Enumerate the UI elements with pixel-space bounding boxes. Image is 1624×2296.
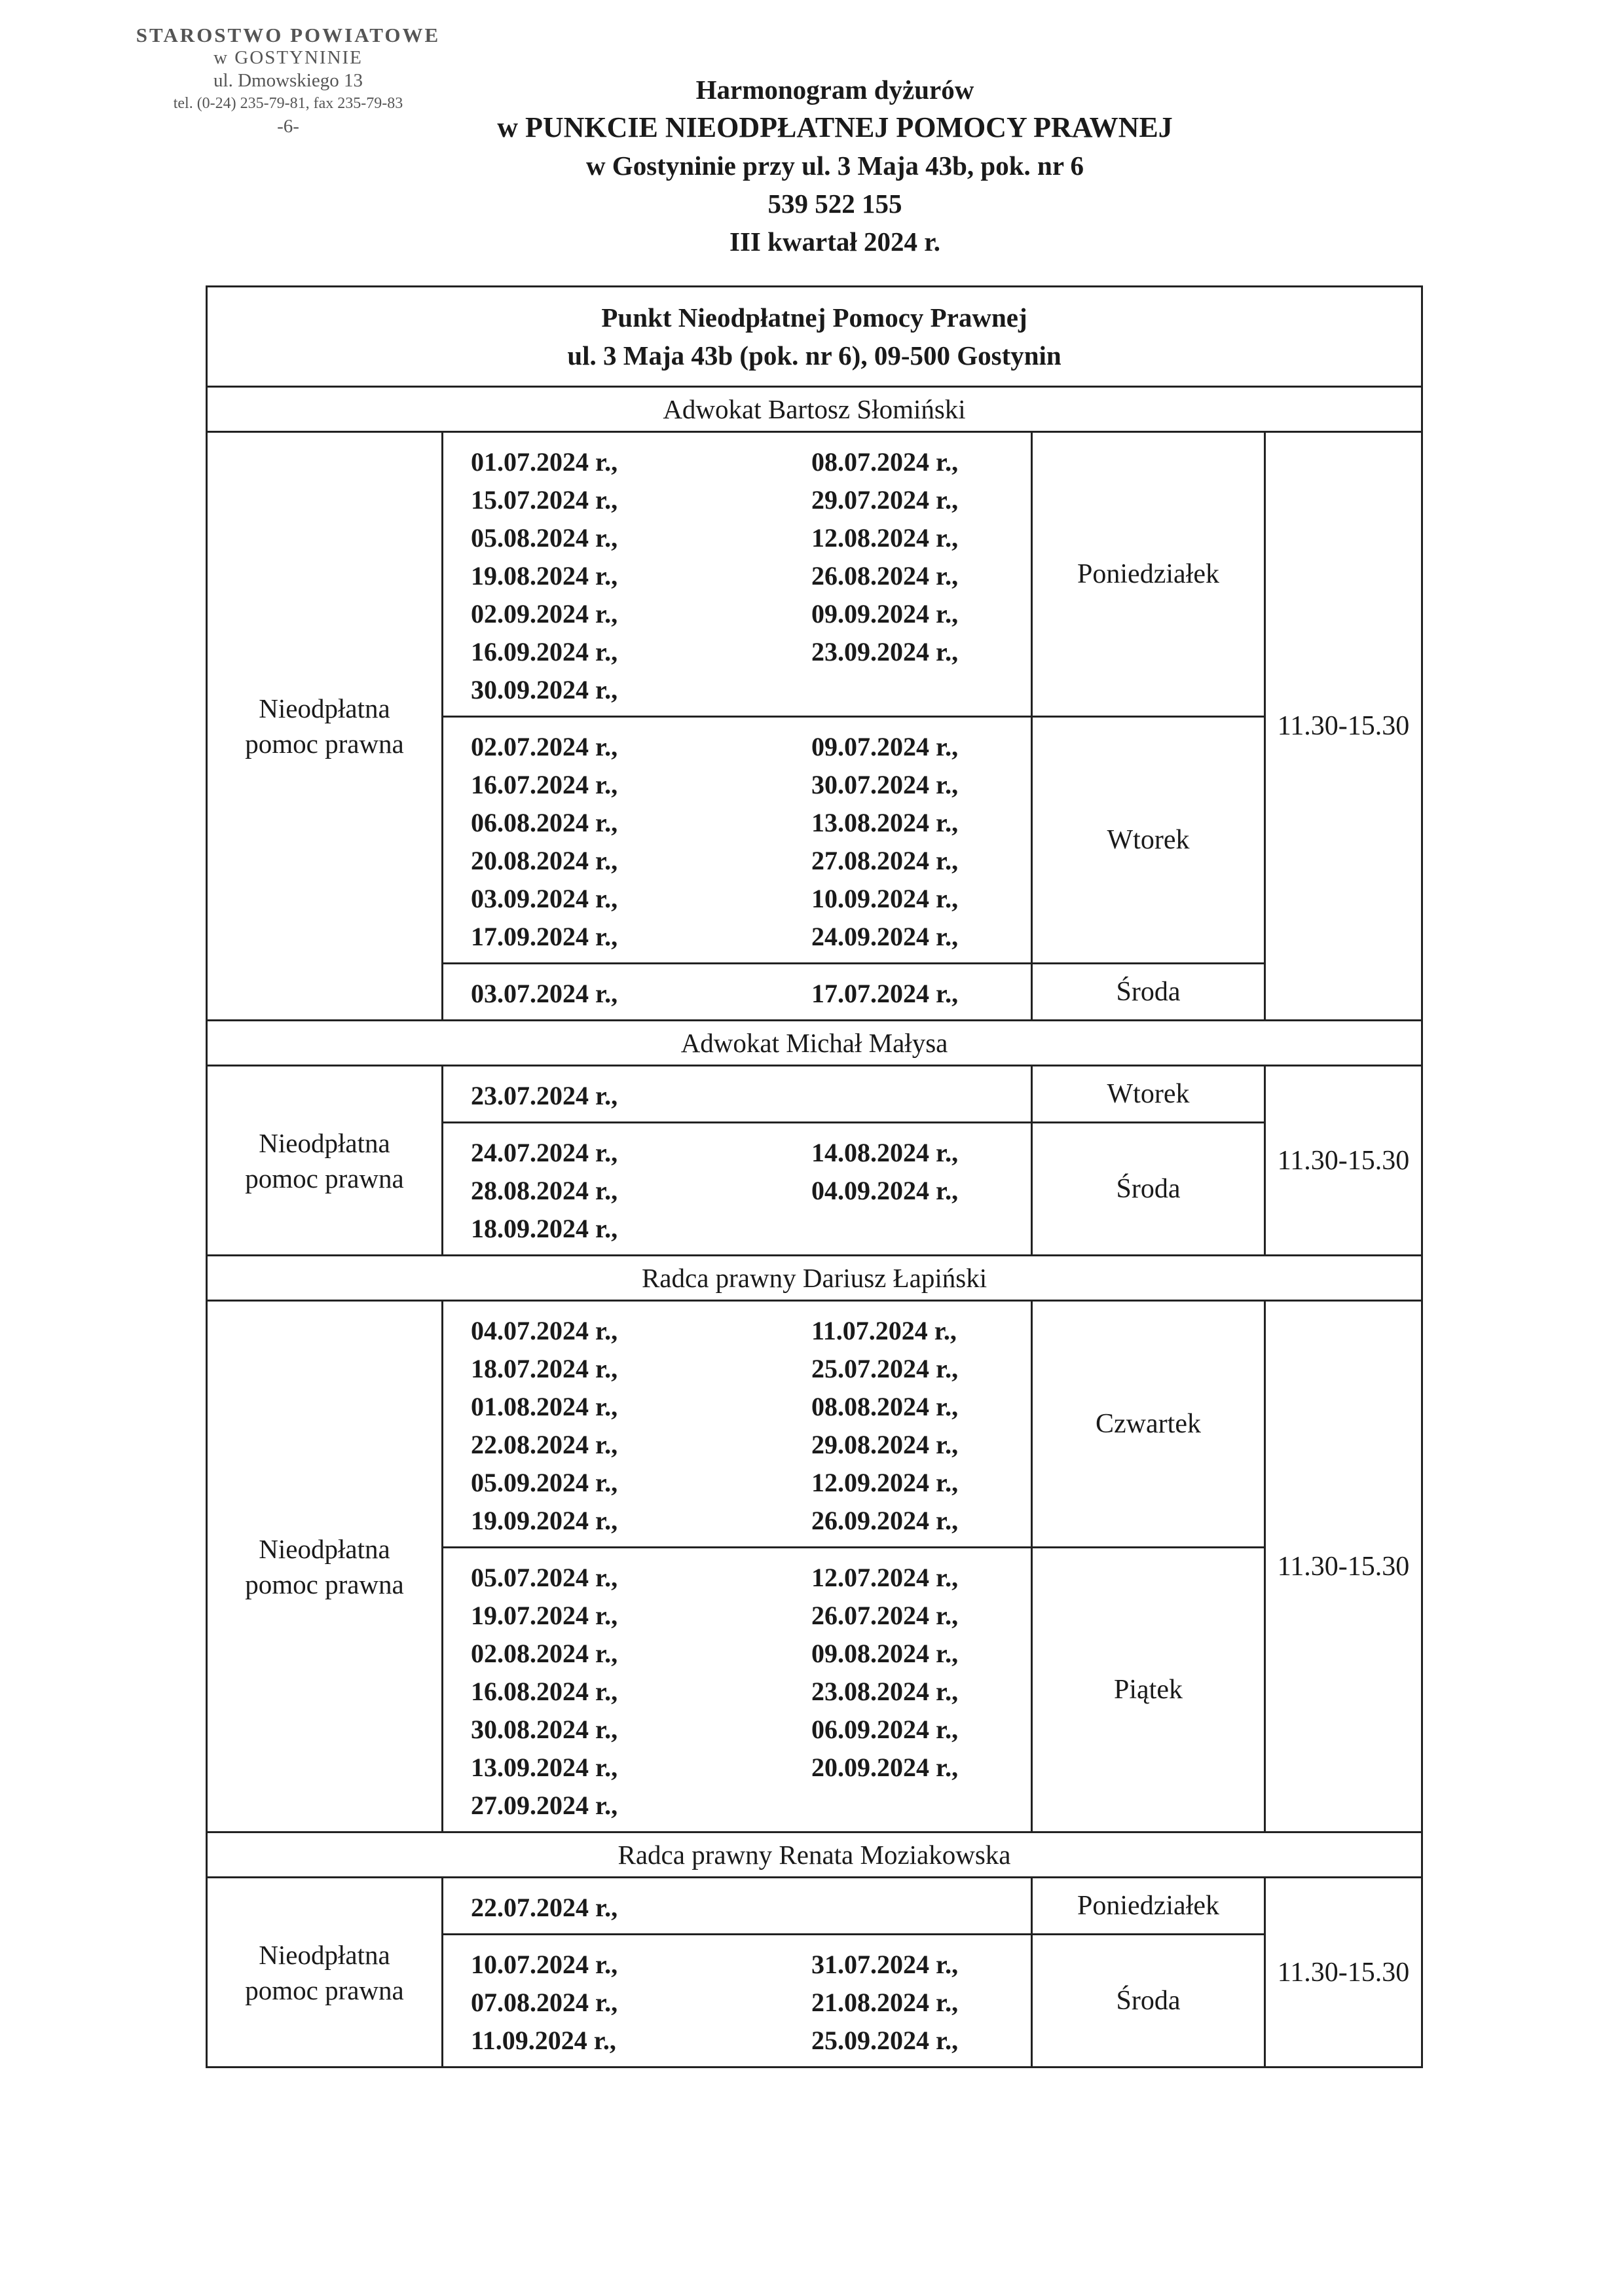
dates-list: [471, 1312, 1024, 1540]
date-entry: 23.07.2024 r.,: [471, 1081, 618, 1110]
hours: 11.30-15.30: [1265, 432, 1422, 1021]
date-entry: 30.07.2024 r.,: [811, 770, 959, 799]
date-entry: 10.07.2024 r.,: [471, 1950, 618, 1979]
document-header: [393, 71, 1277, 261]
dates-cell: [443, 1123, 1032, 1256]
dates-list: [471, 975, 1024, 1013]
stamp-line-1: STAROSTWO POWIATOWE: [136, 24, 441, 46]
date-entry: 23.09.2024 r.,: [811, 637, 959, 666]
date-entry: 16.07.2024 r.,: [471, 770, 618, 799]
dates-cell: [443, 432, 1032, 717]
date-entry: 19.09.2024 r.,: [471, 1506, 618, 1535]
lawyer-name: Radca prawny Dariusz Łapiński: [207, 1256, 1422, 1301]
point-name: Punkt Nieodpłatnej Pomocy Prawnej: [601, 302, 1027, 333]
header-title: Harmonogram dyżurów: [695, 75, 974, 105]
date-entry: 17.09.2024 r.,: [471, 922, 618, 951]
dates-cell: [443, 717, 1032, 964]
date-entry: 06.09.2024 r.,: [811, 1715, 959, 1744]
date-entry: 28.08.2024 r.,: [471, 1176, 618, 1205]
schedule-row: [207, 1878, 1422, 1935]
date-entry: 04.09.2024 r.,: [811, 1176, 959, 1205]
stamp-line-2: w GOSTYNINIE: [213, 47, 363, 68]
date-entry: 23.08.2024 r.,: [811, 1677, 959, 1706]
date-entry: 12.09.2024 r.,: [811, 1468, 959, 1497]
date-entry: 24.07.2024 r.,: [471, 1138, 618, 1167]
date-entry: 26.09.2024 r.,: [811, 1506, 959, 1535]
date-entry: 08.08.2024 r.,: [811, 1392, 959, 1421]
dates-list: [471, 728, 1024, 956]
date-entry: 12.07.2024 r.,: [811, 1563, 959, 1592]
date-entry: 20.09.2024 r.,: [811, 1753, 959, 1782]
header-quarter: III kwartał 2024 r.: [729, 227, 940, 257]
lawyer-name: Radca prawny Renata Moziakowska: [207, 1832, 1422, 1878]
date-entry: 27.08.2024 r.,: [811, 846, 959, 875]
help-type-line-1: Nieodpłatna: [259, 1939, 390, 1970]
schedule-table-body: [207, 287, 1422, 2068]
date-entry: 22.07.2024 r.,: [471, 1893, 618, 1922]
stamp-line-5: -6-: [277, 116, 299, 137]
hours: 11.30-15.30: [1265, 1301, 1422, 1832]
date-entry: 02.07.2024 r.,: [471, 732, 618, 761]
date-entry: 07.08.2024 r.,: [471, 1988, 618, 2017]
lawyer-row: [207, 387, 1422, 432]
weekday: Wtorek: [1032, 717, 1265, 964]
help-type: [207, 1878, 443, 2068]
date-entry: 19.07.2024 r.,: [471, 1601, 618, 1630]
help-type-line-1: Nieodpłatna: [259, 1127, 390, 1158]
date-entry: 30.08.2024 r.,: [471, 1715, 618, 1744]
date-entry: 04.07.2024 r.,: [471, 1316, 618, 1345]
date-entry: 25.07.2024 r.,: [811, 1354, 959, 1383]
dates-list: [471, 1559, 1024, 1825]
date-entry: 16.09.2024 r.,: [471, 637, 618, 666]
point-address: ul. 3 Maja 43b (pok. nr 6), 09-500 Gostynin: [567, 340, 1061, 371]
stamp-line-3: ul. Dmowskiego 13: [213, 70, 363, 91]
weekday: Wtorek: [1032, 1066, 1265, 1123]
dates-list: [471, 443, 1024, 709]
schedule-row: [207, 1301, 1422, 1548]
date-entry: 21.08.2024 r.,: [811, 1988, 959, 2017]
date-entry: 10.09.2024 r.,: [811, 884, 959, 913]
lawyer-row: [207, 1256, 1422, 1301]
lawyer-row: [207, 1832, 1422, 1878]
dates-cell: [443, 964, 1032, 1021]
date-entry: 22.08.2024 r.,: [471, 1430, 618, 1459]
weekday: Poniedziałek: [1032, 432, 1265, 717]
dates-list: [471, 1946, 1024, 2060]
dates-list: [471, 1134, 1024, 1248]
point-cell: [207, 287, 1422, 387]
date-entry: 08.07.2024 r.,: [811, 447, 959, 477]
weekday: Środa: [1032, 964, 1265, 1021]
dates-cell: [443, 1548, 1032, 1832]
date-entry: 30.09.2024 r.,: [471, 675, 618, 704]
stamp-line-4: tel. (0-24) 235-79-81, fax 235-79-83: [173, 95, 403, 112]
date-entry: 24.09.2024 r.,: [811, 922, 959, 951]
help-type: [207, 1066, 443, 1256]
weekday: Środa: [1032, 1935, 1265, 2068]
header-subtitle: w PUNKCIE NIEODPŁATNEJ POMOCY PRAWNEJ: [497, 111, 1173, 143]
help-type: [207, 432, 443, 1021]
weekday: Piątek: [1032, 1548, 1265, 1832]
schedule-row: [207, 1066, 1422, 1123]
dates-cell: [443, 1066, 1032, 1123]
date-entry: 06.08.2024 r.,: [471, 808, 618, 837]
date-entry: 20.08.2024 r.,: [471, 846, 618, 875]
help-type-line-2: pomoc prawna: [245, 1569, 404, 1599]
header-address: w Gostyninie przy ul. 3 Maja 43b, pok. nr 6: [585, 151, 1084, 181]
hours: 11.30-15.30: [1265, 1878, 1422, 2068]
help-type-line-2: pomoc prawna: [245, 729, 404, 759]
date-entry: 27.09.2024 r.,: [471, 1791, 618, 1820]
date-entry: 26.07.2024 r.,: [811, 1601, 959, 1630]
point-row: [207, 287, 1422, 387]
date-entry: 18.07.2024 r.,: [471, 1354, 618, 1383]
date-entry: 05.07.2024 r.,: [471, 1563, 618, 1592]
date-entry: 15.07.2024 r.,: [471, 485, 618, 515]
date-entry: 09.07.2024 r.,: [811, 732, 959, 761]
date-entry: 02.08.2024 r.,: [471, 1639, 618, 1668]
date-entry: 09.09.2024 r.,: [811, 599, 959, 629]
lawyer-name: Adwokat Michał Małysa: [207, 1021, 1422, 1066]
date-entry: 03.09.2024 r.,: [471, 884, 618, 913]
weekday: Środa: [1032, 1123, 1265, 1256]
schedule-row: [207, 432, 1422, 717]
date-entry: 02.09.2024 r.,: [471, 599, 618, 629]
hours: 11.30-15.30: [1265, 1066, 1422, 1256]
help-type-line-2: pomoc prawna: [245, 1975, 404, 2005]
lawyer-name: Adwokat Bartosz Słomiński: [207, 387, 1422, 432]
date-entry: 13.08.2024 r.,: [811, 808, 959, 837]
date-entry: 16.08.2024 r.,: [471, 1677, 618, 1706]
date-entry: 01.08.2024 r.,: [471, 1392, 618, 1421]
date-entry: 17.07.2024 r.,: [811, 979, 959, 1008]
date-entry: 25.09.2024 r.,: [811, 2026, 959, 2055]
lawyer-row: [207, 1021, 1422, 1066]
date-entry: 05.08.2024 r.,: [471, 523, 618, 553]
dates-list: [471, 1889, 1024, 1927]
dates-cell: [443, 1878, 1032, 1935]
date-entry: 19.08.2024 r.,: [471, 561, 618, 591]
help-type-line-2: pomoc prawna: [245, 1163, 404, 1194]
date-entry: 03.07.2024 r.,: [471, 979, 618, 1008]
schedule-table: [206, 285, 1423, 2068]
date-entry: 29.08.2024 r.,: [811, 1430, 959, 1459]
weekday: Poniedziałek: [1032, 1878, 1265, 1935]
date-entry: 26.08.2024 r.,: [811, 561, 959, 591]
help-type: [207, 1301, 443, 1832]
date-entry: 11.07.2024 r.,: [811, 1316, 957, 1345]
help-type-line-1: Nieodpłatna: [259, 693, 390, 723]
date-entry: 12.08.2024 r.,: [811, 523, 959, 553]
dates-list: [471, 1077, 1024, 1115]
date-entry: 09.08.2024 r.,: [811, 1639, 959, 1668]
date-entry: 18.09.2024 r.,: [471, 1214, 618, 1243]
help-type-line-1: Nieodpłatna: [259, 1533, 390, 1564]
dates-cell: [443, 1935, 1032, 2068]
date-entry: 11.09.2024 r.,: [471, 2026, 616, 2055]
dates-cell: [443, 1301, 1032, 1548]
date-entry: 13.09.2024 r.,: [471, 1753, 618, 1782]
date-entry: 01.07.2024 r.,: [471, 447, 618, 477]
date-entry: 05.09.2024 r.,: [471, 1468, 618, 1497]
date-entry: 29.07.2024 r.,: [811, 485, 959, 515]
date-entry: 14.08.2024 r.,: [811, 1138, 959, 1167]
weekday: Czwartek: [1032, 1301, 1265, 1548]
date-entry: 31.07.2024 r.,: [811, 1950, 959, 1979]
header-phone: 539 522 155: [767, 189, 902, 219]
